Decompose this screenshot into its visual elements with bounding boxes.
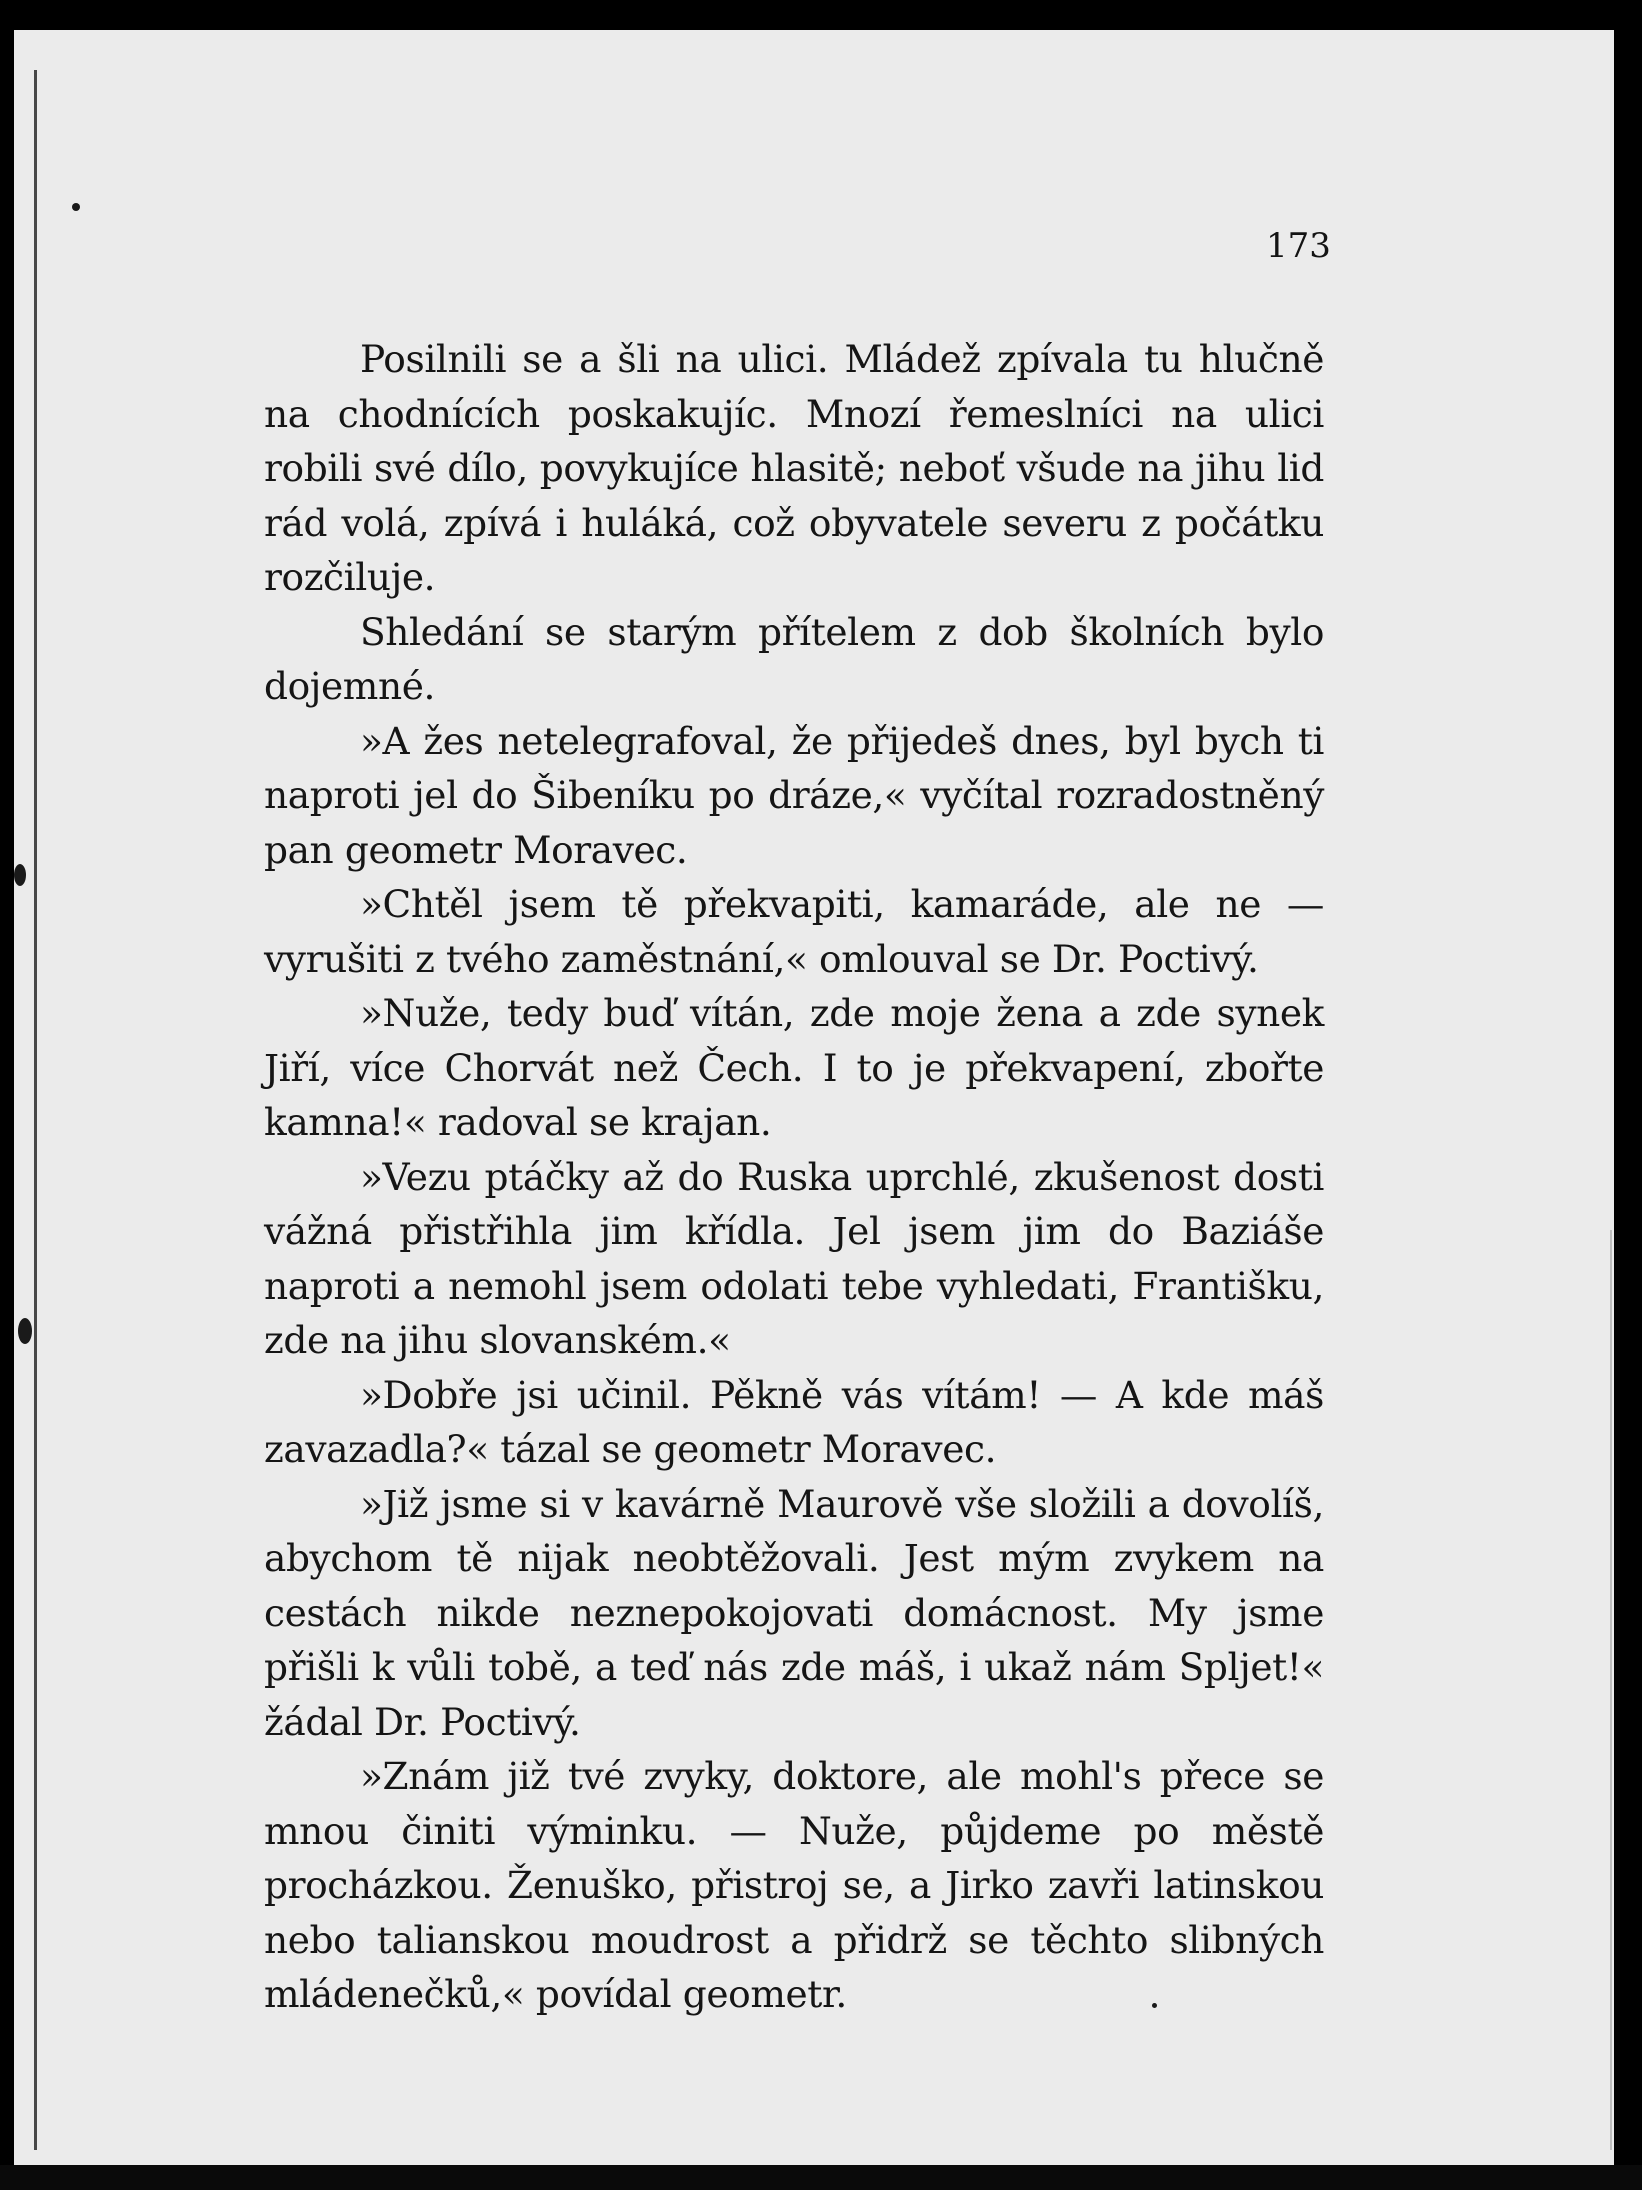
scan-speck: [14, 864, 26, 886]
paragraph: Posilnili se a šli na ulici. Mládež zpívala tu hlučně na chodnících poskakujíc. Mnozí řemeslníci na ulici robili své dílo, povykujíce hlasitě; neboť všude na jihu lid rád volá, zpívá i huláká, což obyvatele severu z počátku rozčiluje.: [264, 337, 1324, 599]
body-text: [264, 332, 1324, 2022]
scan-bottom-border: [0, 2165, 1642, 2190]
paragraph: »Již jsme si v kavárně Maurově vše složili a dovolíš, abychom tě nijak neobtěžovali. Jest mým zvykem na cestách nikde neznepokojovati domácnost. My jsme přišli k vůli tobě, a teď nás zde máš, i ukaž nám Spljet!« žádal Dr. Poctivý.: [264, 1481, 1324, 1744]
book-page: [14, 30, 1614, 2175]
page-right-edge-shadow: [1610, 1230, 1612, 2150]
paragraph: »Chtěl jsem tě překvapiti, kamaráde, ale ne — vyrušiti z tvého zaměstnání,« omlouval se Dr. Poctivý.: [264, 882, 1324, 981]
page-binding-edge: [34, 70, 37, 2150]
paragraph: »Znám již tvé zvyky, doktore, ale mohl's přece se mnou činiti výminku. — Nuže, půjdeme po městě procházkou. Ženuško, přistroj se, a Jirko zavři latinskou nebo talianskou moudrost a přidrž se těchto slibných mládenečků,« povídal geometr.: [264, 1754, 1324, 2016]
paragraph: Shledání se starým přítelem z dob školních bylo dojemné.: [264, 609, 1324, 708]
paragraph: »Vezu ptáčky až do Ruska uprchlé, zkušenost dosti vážná přistřihla jim křídla. Jel jsem jim do Baziáše naproti a nemohl jsem odolati tebe vyhledati, Františku, zde na jihu slovanském.«: [264, 1154, 1324, 1362]
paragraph: »A žes netelegrafoval, že přijedeš dnes, byl bych ti naproti jel do Šibeníku po dráze,« vyčítal rozradostněný pan geometr Moravec.: [264, 718, 1324, 872]
paragraph: »Nuže, tedy buď vítán, zde moje žena a zde synek Jiří, více Chorvát než Čech. I to je překvapení, zbořte kamna!« radoval se krajan.: [264, 991, 1324, 1144]
page-number: 173: [1266, 226, 1331, 266]
paragraph: »Dobře jsi učinil. Pěkně vás vítám! — A kde máš zavazadla?« tázal se geometr Moravec.: [264, 1372, 1324, 1471]
scan-speck: [72, 203, 80, 211]
scan-speck: [18, 1318, 32, 1344]
